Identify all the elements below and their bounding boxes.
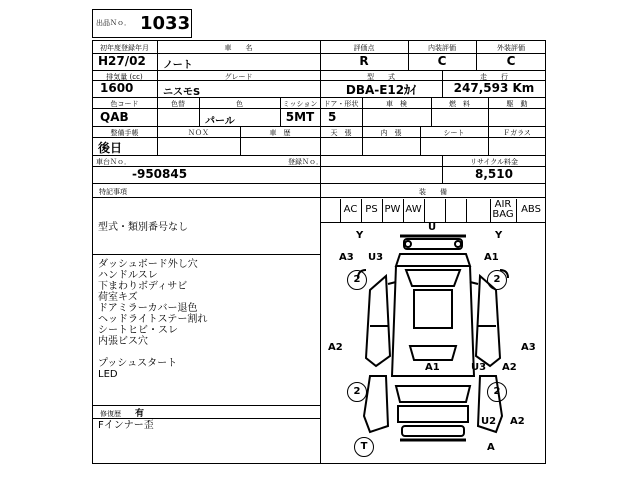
mark-circle-2: 2 [487, 270, 507, 290]
equipment-label: 装 備 [419, 188, 447, 196]
score-label: 評価点 [353, 44, 375, 52]
remark: ヘッドライトステー割れ [98, 314, 208, 325]
equipment-aw: AW [405, 204, 422, 215]
car-name-label: 車 名 [224, 44, 253, 52]
equipment-ps: PS [365, 204, 378, 215]
equipment-pw: PW [384, 204, 401, 215]
remarks-list [98, 259, 207, 380]
car-diagram [326, 226, 540, 462]
remark: ドアミラーカバー退色 [98, 303, 198, 314]
remark: プッシュスタート [98, 358, 178, 369]
mark-u2: U2 [481, 416, 497, 427]
mileage-label: 走 行 [480, 73, 508, 81]
exterior-grade-label: 外装評価 [497, 44, 525, 52]
lot-number-value: 1033 [140, 13, 191, 34]
mission-label: ミッション [282, 100, 318, 108]
fuel-label: 燃 料 [449, 100, 470, 108]
lot-number-label: 出品Ｎｏ． [96, 19, 131, 27]
equipment-abs: ABS [521, 204, 541, 215]
mark-circle-t: T [354, 437, 374, 457]
car-name-value: ノート [163, 60, 193, 71]
notes-label: 特記事項 [99, 188, 127, 196]
seat-label: シート [443, 129, 465, 137]
mark-a1-center: A1 [425, 362, 440, 373]
remark: ダッシュボード外し穴 [98, 259, 198, 270]
sunroof-label: 天 張 [330, 129, 352, 137]
maintenance-book-label: 整備手帳 [110, 129, 139, 137]
first-registration-value: H27/02 [98, 54, 146, 68]
color-code-value: QAB [100, 110, 129, 124]
mark-a2-left: A2 [328, 342, 343, 353]
recycle-fee-value: 8,510 [475, 167, 513, 181]
nox-label: ＮＯＸ [188, 129, 209, 137]
chassis-number-value: -950845 [132, 167, 188, 181]
remark: ハンドルスレ [98, 270, 158, 281]
interior-grade-label: 内装評価 [428, 44, 456, 52]
doors-value: 5 [328, 110, 337, 124]
repair-history-value: 有 [135, 409, 145, 419]
mark-a2-bottom-right: A2 [510, 416, 525, 427]
interior-trim-label: 内 張 [380, 129, 402, 137]
mark-y-right: Y [495, 230, 503, 241]
lot-number-box [92, 9, 192, 38]
repair-note: Fインナー歪 [98, 420, 154, 431]
model-label: 型 式 [367, 73, 395, 81]
model-note: 型式・類別番号なし [98, 222, 188, 233]
mark-a3-top-left: A3 [339, 252, 354, 263]
color-code-label: 色コード [110, 100, 139, 108]
repair-history-label: 修復歴 [100, 410, 121, 418]
remark: 内張ビス穴 [98, 336, 148, 347]
mark-circle-2: 2 [487, 382, 507, 402]
front-glass-label: Ｆガラス [503, 129, 531, 137]
mark-a2-right: A2 [502, 362, 517, 373]
mark-u3-top-left: U3 [368, 252, 384, 263]
mission-value: 5MT [285, 110, 315, 124]
exterior-grade-value: C [506, 54, 516, 68]
remark: シートヒビ・スレ [98, 325, 178, 336]
grade-value: ニスモS [163, 87, 201, 98]
equipment-ac: AC [343, 204, 358, 215]
displacement-label: 排気量 (cc) [106, 73, 143, 81]
first-registration-label: 初年度登録年月 [100, 44, 149, 52]
chassis-number-label: 車台Ｎｏ． [96, 158, 131, 166]
mileage-value: 247,593 Km [453, 81, 535, 95]
history-label: 車 歴 [269, 129, 291, 137]
mark-circle-2: 2 [347, 382, 367, 402]
mark-a3-right: A3 [521, 342, 536, 353]
color-value: パール [205, 116, 235, 127]
displacement-value: 1600 [100, 81, 134, 95]
remark: 下まわりボディサビ [98, 281, 188, 292]
registration-number-label: 登録Ｎｏ． [288, 158, 323, 166]
mark-a1-top-right: A1 [484, 252, 499, 263]
equipment-row [340, 199, 546, 221]
grade-label: グレード [224, 73, 253, 81]
mark-u3-right: U3 [471, 362, 487, 373]
remark: 荷室キズ [98, 292, 138, 303]
inspection-label: 車 検 [386, 100, 407, 108]
score-value: R [359, 54, 369, 68]
remark: LED [98, 369, 118, 380]
color-change-label: 色替 [171, 100, 185, 108]
mark-y-left: Y [356, 230, 364, 241]
mark-u-top: U [428, 222, 437, 233]
color-label: 色 [236, 100, 243, 108]
interior-grade-value: C [437, 54, 447, 68]
equipment-airbag: AIR BAG [492, 199, 514, 220]
doors-label: ドア・形状 [323, 100, 359, 108]
drive-label: 駆 動 [506, 100, 528, 108]
model-value: DBA-E12ｶｲ [345, 83, 417, 97]
mark-circle-2: 2 [347, 270, 367, 290]
recycle-fee-label: リサイクル料金 [469, 158, 519, 166]
remark [98, 347, 207, 358]
maintenance-book-value: 後日 [98, 141, 123, 155]
mark-a-bottom: A [487, 442, 495, 453]
